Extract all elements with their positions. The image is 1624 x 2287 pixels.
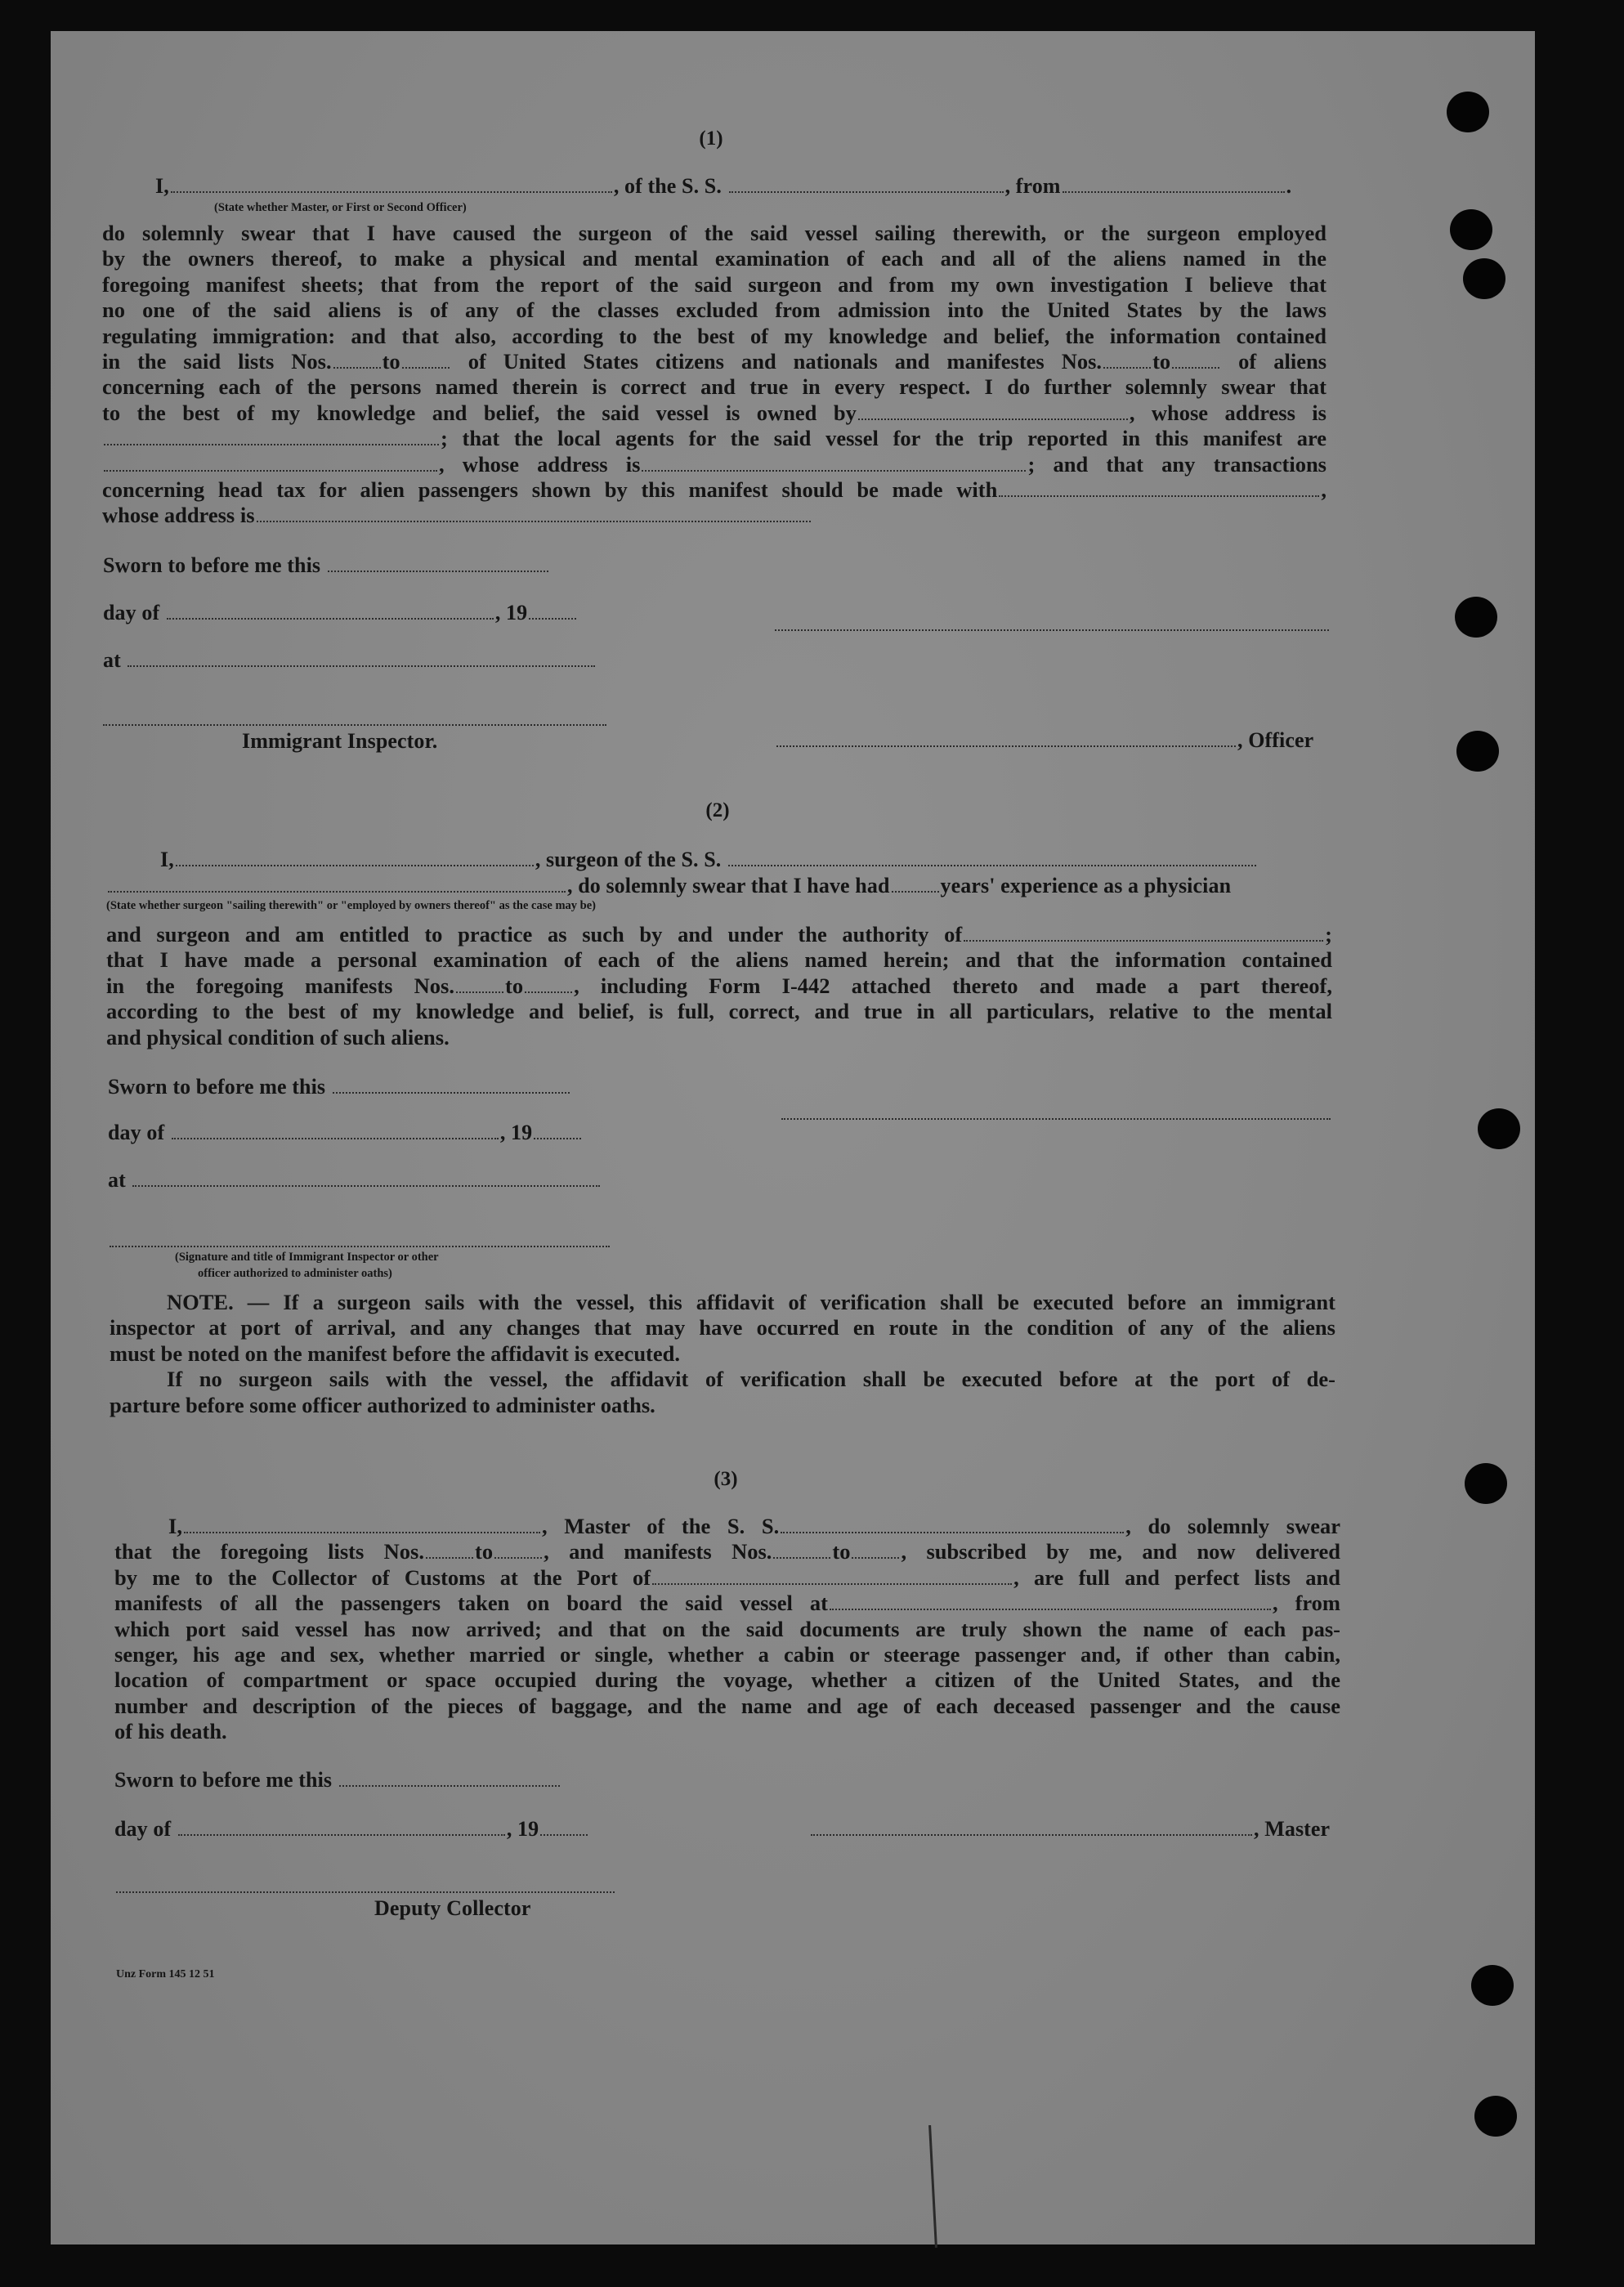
sworn-date-field[interactable] <box>333 1074 570 1094</box>
section-number: (1) <box>699 128 723 150</box>
text: in the foregoing manifests Nos. <box>106 973 454 998</box>
manifests-to-field[interactable] <box>1172 349 1219 369</box>
text: , surgeon of the S. S. <box>535 848 722 871</box>
text: , do solemnly swear that I have had <box>567 874 890 897</box>
text: by me to the Collector of Customs at the Port of <box>114 1564 651 1590</box>
text-line: do solemnly swear that I have caused the surgeon of the said vessel sailing therewith, or the surgeon employed <box>102 221 1326 245</box>
text-line: location of compartment or space occupied during the voyage, whether a citizen of the United States, and the <box>114 1667 1340 1693</box>
officer-title-field[interactable] <box>776 727 1236 747</box>
text-line: If no surgeon sails with the vessel, the affidavit of verification shall be executed before at the port of de- <box>167 1367 1335 1392</box>
text: , 19 <box>499 1121 533 1144</box>
text-line: senger, his age and sex, whether married or single, whether a cabin or steerage passenger and, if other than cabin, <box>114 1642 1340 1667</box>
sworn-line <box>114 1767 561 1792</box>
signature-note: (Signature and title of Immigrant Inspector or other <box>175 1251 439 1264</box>
text: Sworn to before me this <box>103 553 321 577</box>
text-line <box>102 503 1326 528</box>
master-name-field[interactable] <box>184 1514 540 1533</box>
authority-field[interactable] <box>964 922 1323 942</box>
text: I, <box>160 848 174 871</box>
text-line <box>114 1514 1340 1539</box>
sworn-line <box>108 1074 571 1099</box>
text-line: foregoing manifest sheets; that from the report of the said surgeon and from my own investigation I believe that <box>102 271 1326 297</box>
text-line: that I have made a personal examination of each of the aliens named herein; and that the information contained <box>106 947 1332 973</box>
text-line: parture before some officer authorized to administer oaths. <box>110 1392 655 1417</box>
text: that the foregoing lists Nos. <box>114 1539 424 1564</box>
text-line <box>114 1565 1340 1591</box>
text: , from <box>1272 1591 1340 1616</box>
experience-line <box>106 873 1231 898</box>
text: to <box>1152 349 1171 374</box>
punch-hole <box>1447 92 1489 132</box>
day-of-line <box>103 600 578 625</box>
text: to <box>475 1539 494 1564</box>
headtax-contact-field[interactable] <box>999 477 1319 497</box>
surgeon-vessel-field[interactable] <box>728 847 1256 866</box>
master-signature-field[interactable] <box>811 1816 1252 1836</box>
surgeon-status-note: (State whether surgeon "sailing therewith" or "employed by owners thereof" as the case may be) <box>106 899 596 912</box>
text: at <box>103 648 121 672</box>
month-field[interactable] <box>172 1120 499 1139</box>
text: I, <box>155 174 169 198</box>
text: , Master <box>1254 1817 1331 1841</box>
inspector-signature-line[interactable] <box>103 723 606 726</box>
manifests-from-field[interactable] <box>1103 349 1151 369</box>
text: Sworn to before me this <box>108 1075 326 1099</box>
text-line <box>114 1591 1340 1616</box>
text: , whose address is <box>1129 400 1326 425</box>
text: manifests of all the passengers taken on board the said vessel at <box>114 1591 828 1616</box>
text: of United States citizens and nationals and manifestes Nos. <box>468 349 1103 374</box>
text: years' experience as a physician <box>940 874 1232 897</box>
text: , do solemnly swear <box>1125 1514 1341 1538</box>
surgeon-signature-line[interactable] <box>781 1117 1331 1120</box>
text: day of <box>103 601 160 624</box>
text-line: NOTE. — If a surgeon sails with the vessel, this affidavit of verification shall be executed before an immigrant <box>167 1290 1335 1314</box>
text: day of <box>114 1817 172 1841</box>
lists-to-field[interactable] <box>494 1539 542 1559</box>
punch-hole <box>1474 2096 1517 2137</box>
text: ; <box>1325 922 1332 947</box>
surgeon-status-field[interactable] <box>108 873 566 893</box>
headtax-address-field[interactable] <box>257 503 811 522</box>
inspector-signature-line[interactable] <box>110 1244 610 1247</box>
section3-oath-text <box>114 1514 1340 1745</box>
officer-label-line <box>775 727 1313 753</box>
text-line: by the owners thereof, to make a physical and mental examination of each and all of the aliens named in the <box>102 246 1326 271</box>
sworn-date-field[interactable] <box>339 1767 560 1787</box>
text: , whose address is <box>439 451 641 477</box>
text: to <box>382 349 400 374</box>
note-text <box>110 1290 1335 1418</box>
agent-address-field[interactable] <box>642 452 1026 472</box>
text: ; that the local agents for the said vessel for the trip reported in this manifest are <box>441 426 1326 451</box>
text: day of <box>108 1121 165 1144</box>
section-number: (3) <box>714 1468 738 1490</box>
officer-signature-line[interactable] <box>775 628 1329 631</box>
section2-oath-text <box>106 922 1332 1050</box>
at-line <box>108 1167 602 1193</box>
text: to <box>832 1539 851 1564</box>
text: , 19 <box>506 1817 539 1841</box>
punch-hole <box>1465 1463 1507 1504</box>
inspector-label: Immigrant Inspector. <box>242 729 438 753</box>
section1-oath-text <box>102 221 1326 529</box>
signature-note: officer authorized to administer oaths) <box>198 1267 392 1280</box>
at-line <box>103 647 597 673</box>
punch-hole <box>1450 209 1492 250</box>
text: ; and that any transactions <box>1027 451 1326 477</box>
punch-hole <box>1478 1108 1520 1149</box>
text-line <box>102 452 1326 477</box>
text: Sworn to before me this <box>114 1768 333 1792</box>
text: , including Form I-442 attached thereto and made a part thereof, <box>574 973 1332 998</box>
owner-address-field[interactable] <box>104 426 439 445</box>
sworn-date-field[interactable] <box>328 553 548 572</box>
surgeon-line <box>160 847 1258 872</box>
text: , are full and perfect lists and <box>1013 1564 1340 1590</box>
lists-from-field[interactable] <box>333 349 381 369</box>
text: I, <box>168 1514 182 1538</box>
text: at <box>108 1168 126 1192</box>
officer-line: I, , of the S. S. , from . <box>155 174 1292 198</box>
text-line <box>106 973 1332 999</box>
text: , from <box>1004 174 1061 198</box>
sworn-line <box>103 553 550 578</box>
text-line: regulating immigration: and that also, according to the best of my knowledge and belief, the information contained <box>102 323 1326 348</box>
text: , of the S. S. <box>613 174 722 198</box>
year-field[interactable] <box>529 600 576 620</box>
text: , 19 <box>494 601 528 624</box>
text-line: of his death. <box>114 1719 227 1744</box>
punch-hole <box>1463 258 1505 299</box>
text: concerning head tax for alien passengers shown by this manifest should be made with <box>102 477 998 503</box>
month-field[interactable] <box>167 600 494 620</box>
officer-name-field[interactable] <box>171 173 612 193</box>
manifests-to-field[interactable] <box>525 973 572 993</box>
text-line: number and description of the pieces of baggage, and the name and age of each deceased passenger and the cause <box>114 1693 1340 1718</box>
lists-from-field[interactable] <box>426 1539 473 1559</box>
text-line: which port said vessel has now arrived; and that on the said documents are truly shown the name of each pas- <box>114 1616 1340 1641</box>
owner-field[interactable] <box>858 401 1128 420</box>
punch-hole <box>1456 731 1499 772</box>
day-of-line <box>108 1120 583 1145</box>
text: and surgeon and am entitled to practice as such by and under the authority of <box>106 922 963 947</box>
master-signature-line <box>809 1816 1330 1842</box>
years-field[interactable] <box>892 873 939 893</box>
text: to the best of my knowledge and belief, the said vessel is owned by <box>102 400 857 425</box>
section-number: (2) <box>705 799 730 821</box>
text: whose address is <box>102 503 255 528</box>
text: , Master of the S. S. <box>541 1514 780 1538</box>
text: , Officer <box>1237 728 1314 752</box>
deputy-label: Deputy Collector <box>374 1896 531 1920</box>
text-line: must be noted on the manifest before the affidavit is executed. <box>110 1340 681 1366</box>
text: in the said lists Nos. <box>102 349 332 374</box>
manifests-to-field[interactable] <box>852 1539 899 1559</box>
text: , and manifests Nos. <box>544 1539 772 1564</box>
text-line: and physical condition of such aliens. <box>106 1024 450 1050</box>
text: , subscribed by me, and now delivered <box>901 1539 1340 1564</box>
deputy-signature-line[interactable] <box>116 1890 615 1893</box>
text: of aliens <box>1238 349 1327 374</box>
month-field[interactable] <box>178 1816 505 1836</box>
manifests-from-field[interactable] <box>456 973 503 993</box>
punch-hole <box>1471 1965 1514 2006</box>
place-field[interactable] <box>132 1167 600 1187</box>
text: to <box>505 973 524 998</box>
master-vessel-field[interactable] <box>781 1514 1124 1533</box>
year-field[interactable] <box>540 1816 588 1836</box>
manifests-from-field[interactable] <box>773 1539 830 1559</box>
lists-to-field[interactable] <box>402 349 450 369</box>
boarding-port-field[interactable] <box>830 1591 1271 1610</box>
day-of-line <box>114 1816 589 1842</box>
text-line <box>102 426 1326 451</box>
text-line: no one of the said aliens is of any of the classes excluded from admission into the United States by the laws <box>102 298 1326 323</box>
form-number: Unz Form 145 12 51 <box>116 1968 215 1980</box>
text-line: according to the best of my knowledge and belief, is full, correct, and true in all particulars, relative to the mental <box>106 999 1332 1024</box>
punch-hole <box>1455 597 1497 638</box>
place-field[interactable] <box>128 647 595 667</box>
text-line: concerning head tax for alien passengers shown by this manifest should be made with , <box>102 477 1326 503</box>
text-line <box>106 922 1332 947</box>
text-line: concerning each of the persons named therein is correct and true in every respect. I do further solemnly swear that <box>102 374 1326 400</box>
text-line <box>102 349 1326 374</box>
text-line <box>114 1539 1340 1564</box>
agent-field[interactable] <box>104 452 437 472</box>
port-field[interactable] <box>652 1565 1012 1585</box>
vessel-name-field[interactable] <box>729 173 1004 193</box>
year-field[interactable] <box>534 1120 581 1139</box>
text-line <box>102 401 1326 426</box>
text-line: inspector at port of arrival, and any changes that may have occurred en route in the condition of any of the aliens <box>110 1315 1335 1340</box>
from-port-field[interactable] <box>1063 173 1285 193</box>
surgeon-name-field[interactable] <box>176 847 534 866</box>
officer-rank-note: (State whether Master, or First or Second Officer) <box>214 201 467 214</box>
